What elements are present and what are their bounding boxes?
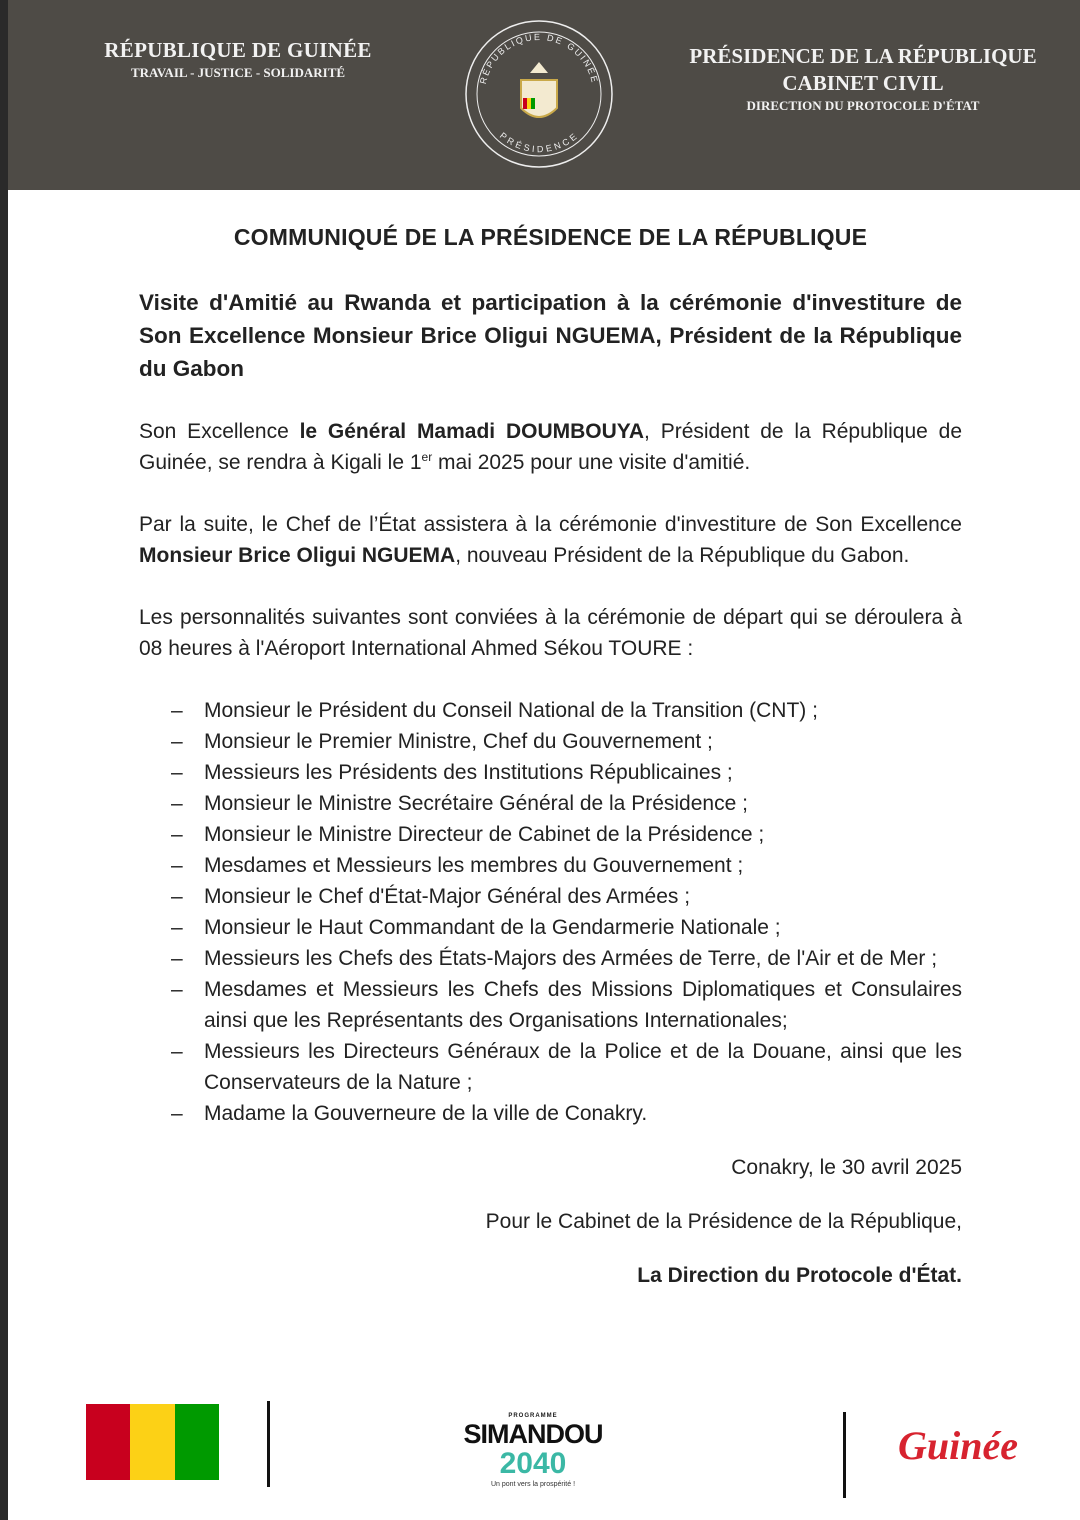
invitee-list	[139, 695, 962, 1129]
paragraph-3: Les personnalités suivantes sont conviées à la cérémonie de départ qui se déroulera à 08 heures à l'Aéroport International Ahmed Sékou TOURE :	[139, 606, 962, 660]
guinee-brand-logo: Guinée	[898, 1423, 1018, 1468]
invitee-item: – Monsieur le Président du Conseil National de la Transition (CNT) ;	[139, 695, 962, 726]
document-body	[0, 190, 1080, 1291]
invitee-item: – Monsieur le Ministre Secrétaire Général de la Présidence ;	[139, 788, 962, 819]
invitee-item: – Mesdames et Messieurs les membres du Gouvernement ;	[139, 850, 962, 881]
guinea-flag	[86, 1404, 219, 1480]
signoff: Pour le Cabinet de la Présidence de la République,	[485, 1210, 962, 1233]
signature: La Direction du Protocole d'État.	[637, 1264, 962, 1287]
paragraph-1: Son Excellence le Général Mamadi DOUMBOUYA, Président de la République de Guinée, se rendra à Kigali le 1er mai 2025 pour une visite d'amitié.	[139, 420, 963, 474]
divider	[267, 1401, 270, 1487]
presidency-name: PRÉSIDENCE DE LA RÉPUBLIQUE	[689, 44, 1037, 68]
invitee-item: – Monsieur le Premier Ministre, Chef du Gouvernement ;	[139, 726, 962, 757]
divider	[843, 1412, 846, 1498]
invitee-item: – Messieurs les Présidents des Institutions Républicaines ;	[139, 757, 962, 788]
letterhead-left	[88, 38, 388, 81]
place-date: Conakry, le 30 avril 2025	[731, 1156, 962, 1179]
invitee-item: – Monsieur le Ministre Directeur de Cabinet de la Présidence ;	[139, 819, 962, 850]
paragraph-2: Par la suite, le Chef de l’État assistera à la cérémonie d'investiture de Son Excellence Monsieur Brice Oligui NGUEMA, nouveau Président de la République du Gabon.	[139, 513, 962, 567]
simandou-2040-logo: PROGRAMME SIMANDOU 2040 Un pont vers la prospérité !	[463, 1413, 603, 1488]
invitee-item: – Madame la Gouverneure de la ville de Conakry.	[139, 1098, 962, 1129]
invitee-item: – Monsieur le Chef d'État-Major Général des Armées ;	[139, 881, 962, 912]
letterhead	[8, 0, 1080, 190]
invitee-item: – Messieurs les Directeurs Généraux de la Police et de la Douane, ainsi que les Conservateurs de la Nature ;	[139, 1036, 962, 1098]
letterhead-right	[673, 44, 1053, 114]
direction-name: DIRECTION DU PROTOCOLE D'ÉTAT	[746, 98, 980, 113]
document-subject: Visite d'Amitié au Rwanda et participation à la cérémonie d'investiture de Son Excellence Monsieur Brice Oligui NGUEMA, Président de la République du Gabon	[139, 290, 962, 381]
invitee-item: – Messieurs les Chefs des États-Majors des Armées de Terre, de l'Air et de Mer ;	[139, 943, 962, 974]
svg-text:RÉPUBLIQUE DE GUINÉE: RÉPUBLIQUE DE GUINÉE	[477, 31, 601, 85]
page-edge	[0, 0, 8, 1520]
cabinet-name: CABINET CIVIL	[782, 71, 944, 95]
country-name: RÉPUBLIQUE DE GUINÉE	[104, 38, 372, 62]
footer-logos	[0, 1384, 1080, 1520]
national-motto: TRAVAIL - JUSTICE - SOLIDARITÉ	[130, 65, 346, 80]
svg-text:PRÉSIDENCE: PRÉSIDENCE	[497, 130, 581, 155]
invitee-item: – Mesdames et Messieurs les Chefs des Missions Diplomatiques et Consulaires ainsi que les Représentants des Organisations Internationales;	[139, 974, 962, 1036]
document-title: COMMUNIQUÉ DE LA PRÉSIDENCE DE LA RÉPUBLIQUE	[233, 224, 868, 250]
presidential-seal-icon	[463, 18, 615, 170]
invitee-item: – Monsieur le Haut Commandant de la Gendarmerie Nationale ;	[139, 912, 962, 943]
